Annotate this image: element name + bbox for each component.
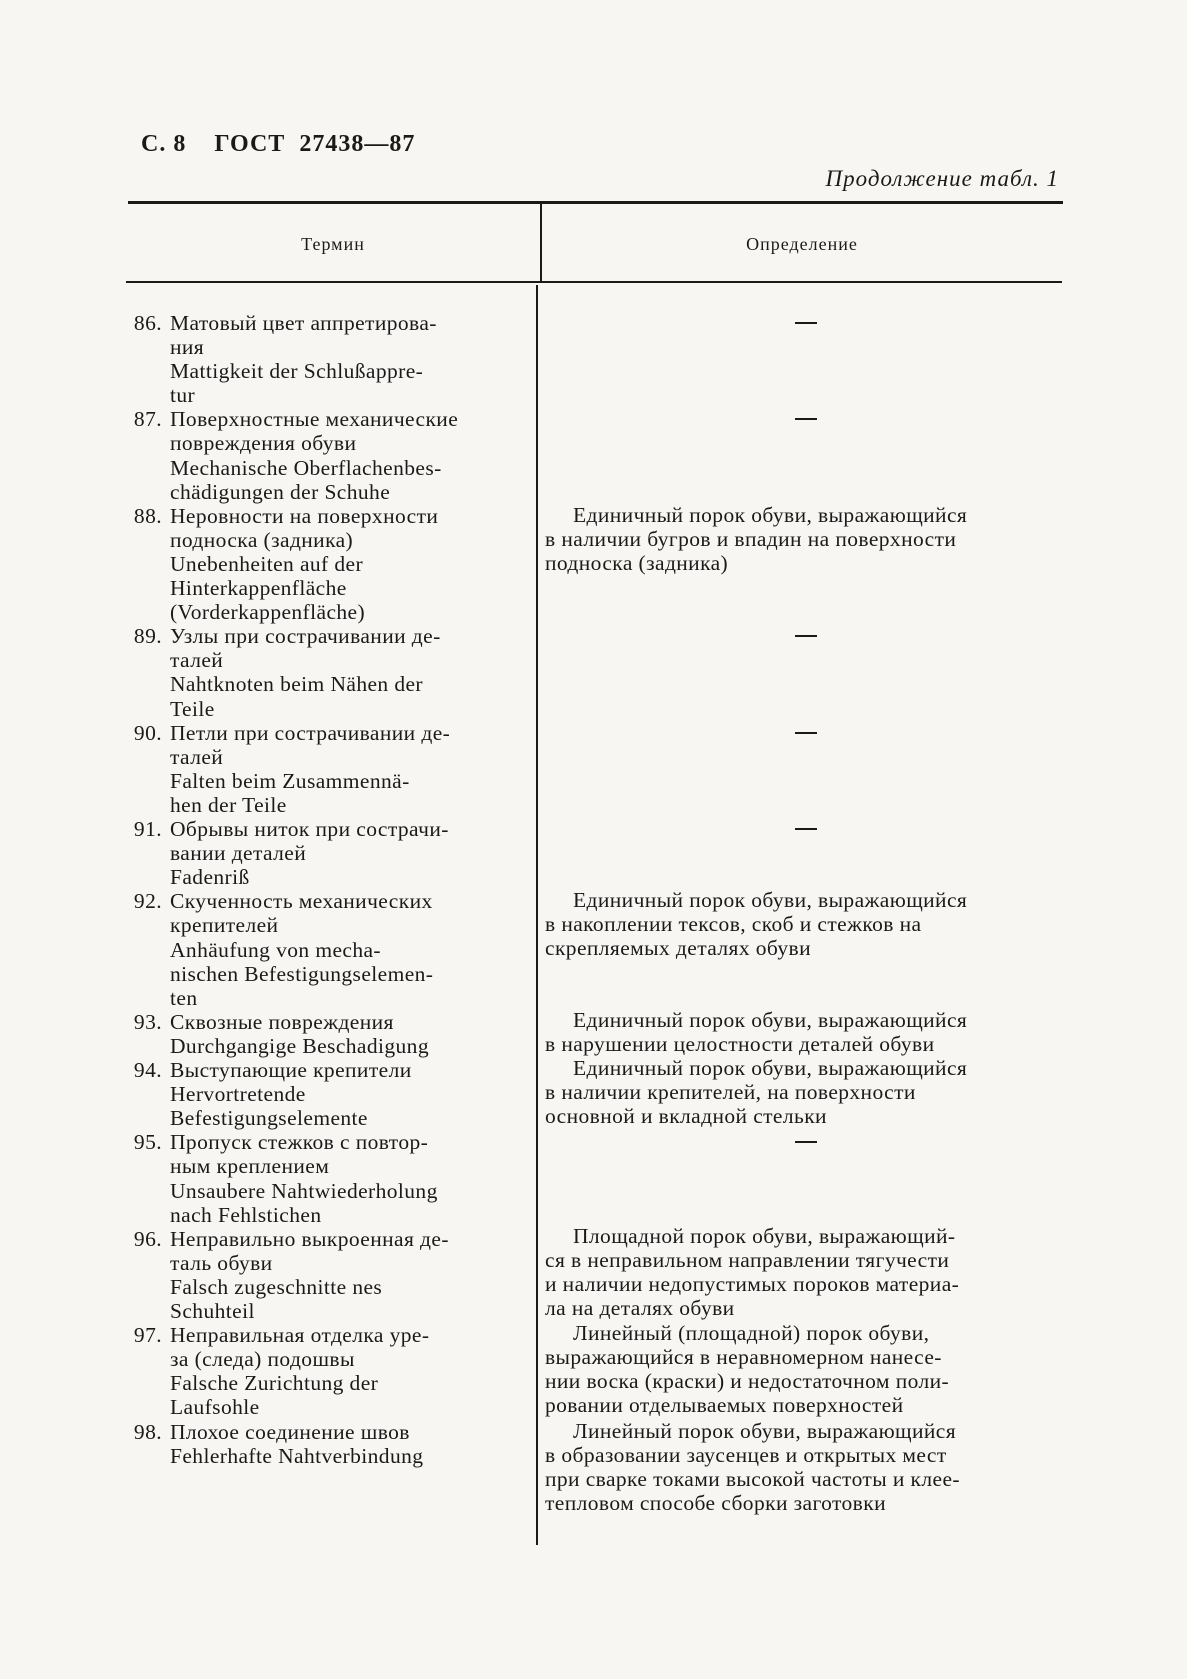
definition-line: Единичный порок обуви, выражающийся bbox=[573, 1008, 968, 1032]
term-line: таль обуви bbox=[170, 1250, 273, 1275]
table-header-rule bbox=[126, 281, 1062, 283]
definition-9 bbox=[545, 1056, 1070, 1128]
definition-line: в наличии крепителей, на поверхности bbox=[545, 1080, 916, 1105]
term-text bbox=[170, 817, 510, 889]
term-line: nach Fehlstichen bbox=[170, 1202, 322, 1227]
definitions-column bbox=[545, 311, 1065, 1516]
term-line: Hervortretende bbox=[170, 1082, 306, 1107]
no-definition-dash bbox=[795, 418, 817, 420]
table-top-rule bbox=[128, 201, 1063, 204]
definition-line: Единичный порок обуви, выражающийся bbox=[573, 888, 968, 912]
table-continuation-label: Продолжение табл. 1 bbox=[825, 166, 1059, 191]
definition-line: Линейный порок обуви, выражающийся bbox=[573, 1419, 957, 1443]
term-line: крепителей bbox=[170, 913, 279, 938]
definition-8 bbox=[545, 1008, 1070, 1056]
definition-line: скрепляемых деталях обуви bbox=[545, 936, 812, 961]
no-definition-dash bbox=[795, 1141, 817, 1143]
term-line: Плохое соединение швов bbox=[170, 1419, 410, 1444]
term-line: Сквозные повреждения bbox=[170, 1009, 394, 1034]
term-text bbox=[170, 1130, 510, 1226]
term-line: Laufsohle bbox=[170, 1395, 260, 1420]
term-line: nischen Befestigungselemen- bbox=[170, 961, 434, 986]
definition-12 bbox=[545, 1321, 1070, 1417]
definition-line: тепловом способе сборки заготовки bbox=[545, 1491, 886, 1516]
term-number: 96. bbox=[133, 1226, 162, 1251]
definition-line: в накоплении тексов, скоб и стежков на bbox=[545, 912, 922, 937]
term-line: Неправильная отделка уре- bbox=[170, 1323, 430, 1348]
term-line: вании деталей bbox=[170, 841, 307, 866]
term-line: Durchgangige Beschadigung bbox=[170, 1033, 429, 1058]
term-line: талей bbox=[170, 648, 224, 673]
term-line: за (следа) подошвы bbox=[170, 1347, 355, 1372]
term-text bbox=[170, 1058, 510, 1130]
term-text bbox=[170, 624, 510, 720]
term-line: Fehlerhafte Nahtverbindung bbox=[170, 1443, 424, 1468]
term-number: 88. bbox=[133, 503, 162, 528]
term-line: Falten beim Zusammennä- bbox=[170, 768, 410, 793]
term-line: Петли при сострачивании де- bbox=[170, 720, 451, 745]
definition-line: при сварке токами высокой частоты и клее- bbox=[545, 1467, 960, 1492]
term-text bbox=[170, 311, 510, 407]
definition-line: ла на деталях обуви bbox=[545, 1296, 735, 1321]
term-line: ным креплением bbox=[170, 1154, 330, 1179]
term-text bbox=[170, 504, 510, 624]
definition-line: Площадной порок обуви, выражающий- bbox=[573, 1224, 956, 1248]
term-number: 94. bbox=[133, 1058, 162, 1083]
definition-line: и наличии недопустимых пороков материа- bbox=[545, 1272, 960, 1297]
term-number: 86. bbox=[133, 311, 162, 335]
term-line: повреждения обуви bbox=[170, 431, 357, 456]
term-line: Anhäufung von mecha- bbox=[170, 937, 381, 962]
term-line: Nahtknoten beim Nähen der bbox=[170, 672, 423, 697]
term-number: 90. bbox=[133, 720, 162, 745]
term-line: Матовый цвет аппретирова- bbox=[170, 311, 437, 335]
no-definition-dash bbox=[795, 828, 817, 830]
no-definition-dash bbox=[795, 322, 817, 324]
term-number: 92. bbox=[133, 889, 162, 914]
term-text bbox=[170, 1323, 510, 1419]
definition-line: ровании отделываемых поверхностей bbox=[545, 1393, 904, 1418]
term-line: Mechanische Oberflachenbes- bbox=[170, 455, 442, 480]
term-line: Выступающие крепители bbox=[170, 1058, 412, 1083]
term-number: 89. bbox=[133, 624, 162, 649]
term-line: tur bbox=[170, 383, 196, 408]
term-text bbox=[170, 1420, 510, 1468]
term-line: Поверхностные механические bbox=[170, 407, 459, 432]
term-text bbox=[170, 889, 510, 1009]
term-text bbox=[170, 407, 510, 503]
term-line: Schuhteil bbox=[170, 1299, 255, 1324]
definition-line: Единичный порок обуви, выражающийся bbox=[573, 503, 968, 527]
term-line: Unsaubere Nahtwiederholung bbox=[170, 1178, 438, 1203]
column-header-definition: Определение bbox=[746, 234, 858, 254]
term-line: Falsche Zurichtung der bbox=[170, 1371, 379, 1396]
standard-designation: ГОСТ 27438—87 bbox=[214, 131, 416, 157]
definition-3 bbox=[545, 503, 1070, 575]
term-line: Скученность механических bbox=[170, 889, 433, 914]
definition-line: основной и вкладной стельки bbox=[545, 1104, 827, 1129]
term-line: chädigungen der Schuhe bbox=[170, 479, 391, 504]
term-number: 95. bbox=[133, 1130, 162, 1155]
definition-13 bbox=[545, 1419, 1070, 1515]
definition-11 bbox=[545, 1224, 1070, 1320]
term-line: Unebenheiten auf der bbox=[170, 551, 364, 576]
term-number: 87. bbox=[133, 407, 162, 432]
term-line: ния bbox=[170, 335, 205, 360]
definition-line: выражающийся в неравномерном нанесе- bbox=[545, 1345, 942, 1370]
term-line: Неровности на поверхности bbox=[170, 503, 439, 528]
term-text bbox=[170, 1010, 510, 1058]
term-text bbox=[170, 1227, 510, 1323]
definition-line: подноска (задника) bbox=[545, 551, 729, 576]
term-number: 91. bbox=[133, 817, 162, 842]
term-line: Неправильно выкроенная де- bbox=[170, 1226, 449, 1251]
page-header bbox=[127, 104, 415, 158]
term-line: ten bbox=[170, 985, 198, 1010]
term-number: 93. bbox=[133, 1009, 162, 1034]
no-definition-dash bbox=[795, 732, 817, 734]
term-line: Обрывы ниток при сострачи- bbox=[170, 817, 449, 842]
term-line: Пропуск стежков с повтор- bbox=[170, 1130, 429, 1155]
term-line: hen der Teile bbox=[170, 792, 287, 817]
definition-line: Линейный (площадной) порок обуви, bbox=[573, 1321, 930, 1345]
term-line: Узлы при сострачивании де- bbox=[170, 624, 441, 649]
term-line: Fadenriß bbox=[170, 865, 250, 890]
term-line: Falsch zugeschnitte nes bbox=[170, 1274, 383, 1299]
column-header-term: Термин bbox=[301, 234, 365, 254]
definition-line: нии воска (краски) и недостаточном поли- bbox=[545, 1369, 950, 1394]
term-text bbox=[170, 721, 510, 817]
definition-line: Единичный порок обуви, выражающийся bbox=[573, 1056, 968, 1080]
body-column-divider bbox=[536, 285, 538, 1545]
term-line: (Vorderkappenfläche) bbox=[170, 600, 366, 625]
no-definition-dash bbox=[795, 635, 817, 637]
definition-line: в образовании заусенцев и открытых мест bbox=[545, 1443, 947, 1468]
term-line: Mattigkeit der Schlußappre- bbox=[170, 359, 424, 384]
term-line: талей bbox=[170, 744, 224, 769]
term-number: 98. bbox=[133, 1419, 162, 1444]
term-line: подноска (задника) bbox=[170, 527, 354, 552]
term-line: Befestigungselemente bbox=[170, 1106, 368, 1131]
definition-line: в наличии бугров и впадин на поверхности bbox=[545, 527, 957, 552]
page-number: С. 8 bbox=[141, 131, 187, 157]
terms-column bbox=[118, 311, 528, 1481]
definition-7 bbox=[545, 888, 1070, 960]
term-number: 97. bbox=[133, 1323, 162, 1348]
definition-line: в нарушении целостности деталей обуви bbox=[545, 1032, 935, 1057]
term-line: Hinterkappenfläche bbox=[170, 576, 347, 601]
definition-line: ся в неправильном направлении тягучести bbox=[545, 1248, 950, 1273]
term-line: Teile bbox=[170, 696, 215, 721]
